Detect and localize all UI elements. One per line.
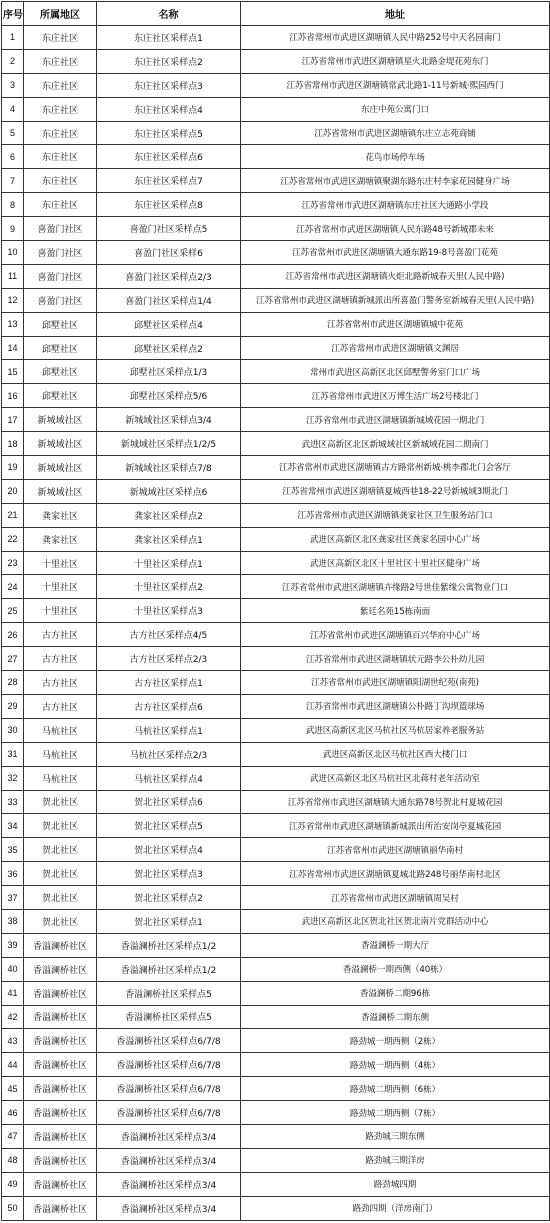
cell-area: 香溢澜桥社区 — [24, 981, 97, 1005]
cell-address: 路劲城三期洋房 — [241, 1148, 550, 1172]
cell-name: 邱墅社区采样点1/3 — [97, 360, 241, 384]
cell-index: 20 — [2, 479, 24, 503]
table-row — [2, 599, 550, 623]
cell-address: 江苏省常州市武进区湖塘镇夏城北路248号丽华南村北区 — [241, 862, 550, 886]
table-row — [2, 336, 550, 360]
header-name: 名称 — [97, 2, 241, 26]
cell-name: 新城域社区采样点6 — [97, 479, 241, 503]
cell-index: 50 — [2, 1196, 24, 1220]
cell-address: 江苏省常州市武进区湖塘镇大通东路19-8号喜盈门花苑 — [241, 241, 550, 265]
table-row — [2, 718, 550, 742]
cell-address: 武进区高新区北区贺北社区贺北南片党群活动中心 — [241, 909, 550, 933]
cell-area: 东庄社区 — [24, 169, 97, 193]
cell-area: 新城域社区 — [24, 479, 97, 503]
cell-area: 邱墅社区 — [24, 312, 97, 336]
cell-address: 武进区高新区北区马杭社区北蒋村老年活动室 — [241, 766, 550, 790]
cell-name: 东庄社区采样点7 — [97, 169, 241, 193]
cell-name: 古方社区采样点2/3 — [97, 647, 241, 671]
cell-index: 10 — [2, 241, 24, 265]
cell-address: 江苏省常州市武进区湖塘镇大通东路78号贺北村夏城花园 — [241, 790, 550, 814]
cell-name: 喜盈门社区采样点2/3 — [97, 264, 241, 288]
cell-address: 江苏省常州市武进区湖塘镇东庄立志苑商铺 — [241, 121, 550, 145]
cell-name: 东庄社区采样点6 — [97, 145, 241, 169]
cell-address: 江苏省常州市武进区湖塘镇周吴村 — [241, 886, 550, 910]
cell-name: 贺北社区采样点5 — [97, 814, 241, 838]
cell-area: 马杭社区 — [24, 742, 97, 766]
cell-area: 香溢澜桥社区 — [24, 1005, 97, 1029]
cell-area: 古方社区 — [24, 623, 97, 647]
cell-area: 贺北社区 — [24, 838, 97, 862]
cell-address: 江苏省常州市武进区湖塘镇新城域花园一期北门 — [241, 408, 550, 432]
cell-name: 东庄社区采样点5 — [97, 121, 241, 145]
cell-area: 东庄社区 — [24, 73, 97, 97]
cell-index: 18 — [2, 432, 24, 456]
cell-index: 42 — [2, 1005, 24, 1029]
cell-name: 香溢澜桥社区采样点5 — [97, 1005, 241, 1029]
cell-area: 东庄社区 — [24, 121, 97, 145]
cell-address: 武进区高新区北区龚家社区龚家名园中心广场 — [241, 527, 550, 551]
cell-name: 贺北社区采样点6 — [97, 790, 241, 814]
table-row — [2, 1124, 550, 1148]
cell-index: 37 — [2, 886, 24, 910]
cell-index: 40 — [2, 957, 24, 981]
table-row — [2, 384, 550, 408]
table-row — [2, 957, 550, 981]
table-row — [2, 432, 550, 456]
table-row — [2, 145, 550, 169]
cell-area: 香溢澜桥社区 — [24, 1196, 97, 1220]
cell-address: 路劲四期（洋房南门） — [241, 1196, 550, 1220]
table-row — [2, 97, 550, 121]
cell-area: 香溢澜桥社区 — [24, 1172, 97, 1196]
cell-address: 江苏省常州市武进区湖塘镇阳湖世纪苑(南苑) — [241, 671, 550, 695]
cell-area: 十里社区 — [24, 551, 97, 575]
cell-address: 江苏省常州市武进区湖塘镇人民东路48号新城郡未来 — [241, 217, 550, 241]
table-row — [2, 360, 550, 384]
table-row — [2, 26, 550, 50]
cell-address: 江苏省常州市武进区湖塘镇火炬北路新城春天里(人民中路) — [241, 264, 550, 288]
cell-name: 新城域社区采样点1/2/5 — [97, 432, 241, 456]
cell-area: 十里社区 — [24, 575, 97, 599]
table-row — [2, 217, 550, 241]
cell-name: 古方社区采样点4/5 — [97, 623, 241, 647]
cell-address: 江苏省常州市武进区湖塘镇人民中路252号中天名园南门 — [241, 26, 550, 50]
table-row — [2, 933, 550, 957]
table-row — [2, 694, 550, 718]
cell-name: 贺北社区采样点1 — [97, 909, 241, 933]
cell-index: 36 — [2, 862, 24, 886]
cell-area: 新城域社区 — [24, 432, 97, 456]
cell-name: 邱墅社区采样点5/6 — [97, 384, 241, 408]
table-row — [2, 169, 550, 193]
cell-area: 香溢澜桥社区 — [24, 1053, 97, 1077]
cell-name: 邱墅社区采样点4 — [97, 312, 241, 336]
cell-area: 东庄社区 — [24, 97, 97, 121]
cell-name: 贺北社区采样点4 — [97, 838, 241, 862]
cell-name: 东庄社区采样点4 — [97, 97, 241, 121]
cell-name: 东庄社区采样点1 — [97, 26, 241, 50]
cell-area: 邱墅社区 — [24, 384, 97, 408]
cell-address: 江苏省常州市武进区湖塘镇聚湖东路东庄村李家花园健身广场 — [241, 169, 550, 193]
cell-address: 江苏省常州市武进区湖塘镇夏城西巷18-22号新城域3期北门 — [241, 479, 550, 503]
cell-index: 43 — [2, 1029, 24, 1053]
cell-address: 江苏省常州市武进区湖塘镇星火北路金堤花苑东门 — [241, 49, 550, 73]
cell-index: 9 — [2, 217, 24, 241]
cell-area: 喜盈门社区 — [24, 241, 97, 265]
cell-name: 香溢澜桥社区采样点3/4 — [97, 1124, 241, 1148]
cell-address: 东庄中苑公寓门口 — [241, 97, 550, 121]
cell-address: 香溢澜桥一期大厅 — [241, 933, 550, 957]
cell-index: 44 — [2, 1053, 24, 1077]
cell-name: 古方社区采样点1 — [97, 671, 241, 695]
cell-address: 江苏省常州市武进区湖塘镇文渊居 — [241, 336, 550, 360]
cell-name: 香溢澜桥社区采样点6/7/8 — [97, 1077, 241, 1101]
cell-index: 23 — [2, 551, 24, 575]
cell-area: 喜盈门社区 — [24, 264, 97, 288]
cell-address: 香溢澜桥二期96栋 — [241, 981, 550, 1005]
cell-index: 2 — [2, 49, 24, 73]
cell-area: 贺北社区 — [24, 862, 97, 886]
table-row — [2, 288, 550, 312]
cell-name: 香溢澜桥社区采样点6/7/8 — [97, 1053, 241, 1077]
cell-name: 马杭社区采样点4 — [97, 766, 241, 790]
cell-address: 江苏省常州市武进区湖塘镇龚家社区卫生服务站门口 — [241, 503, 550, 527]
cell-index: 39 — [2, 933, 24, 957]
cell-address: 花鸟市场停车场 — [241, 145, 550, 169]
table-row — [2, 1101, 550, 1125]
cell-area: 东庄社区 — [24, 145, 97, 169]
cell-area: 香溢澜桥社区 — [24, 933, 97, 957]
cell-index: 7 — [2, 169, 24, 193]
cell-area: 贺北社区 — [24, 886, 97, 910]
cell-index: 4 — [2, 97, 24, 121]
cell-address: 路劲城一期西侧（2栋） — [241, 1029, 550, 1053]
cell-index: 8 — [2, 193, 24, 217]
cell-name: 东庄社区采样点2 — [97, 49, 241, 73]
cell-area: 新城域社区 — [24, 456, 97, 480]
cell-area: 古方社区 — [24, 647, 97, 671]
cell-name: 邱墅社区采样点2 — [97, 336, 241, 360]
cell-index: 14 — [2, 336, 24, 360]
cell-address: 路劲城三期东侧 — [241, 1124, 550, 1148]
table-row — [2, 790, 550, 814]
cell-area: 邱墅社区 — [24, 336, 97, 360]
cell-area: 马杭社区 — [24, 718, 97, 742]
header-address: 地址 — [241, 2, 550, 26]
cell-area: 邱墅社区 — [24, 360, 97, 384]
cell-name: 香溢澜桥社区采样点3/4 — [97, 1196, 241, 1220]
cell-index: 47 — [2, 1124, 24, 1148]
cell-index: 45 — [2, 1077, 24, 1101]
cell-area: 喜盈门社区 — [24, 288, 97, 312]
table-row — [2, 527, 550, 551]
cell-area: 贺北社区 — [24, 909, 97, 933]
cell-area: 东庄社区 — [24, 193, 97, 217]
cell-area: 喜盈门社区 — [24, 217, 97, 241]
cell-area: 十里社区 — [24, 599, 97, 623]
table-row — [2, 456, 550, 480]
cell-address: 路劲城一期西侧（4栋） — [241, 1053, 550, 1077]
table-row — [2, 981, 550, 1005]
cell-index: 21 — [2, 503, 24, 527]
cell-index: 13 — [2, 312, 24, 336]
cell-address: 路劲城四期 — [241, 1172, 550, 1196]
table-row — [2, 1148, 550, 1172]
header-index: 序号 — [2, 2, 24, 26]
cell-index: 16 — [2, 384, 24, 408]
table-row — [2, 193, 550, 217]
sampling-points-table — [1, 1, 550, 1221]
cell-address: 武进区高新区北区马杭社区西大楼门口 — [241, 742, 550, 766]
cell-name: 香溢澜桥社区采样点1/2 — [97, 933, 241, 957]
cell-name: 香溢澜桥社区采样点5 — [97, 981, 241, 1005]
table-row — [2, 623, 550, 647]
cell-name: 香溢澜桥社区采样点3/4 — [97, 1172, 241, 1196]
cell-index: 12 — [2, 288, 24, 312]
cell-name: 龚家社区采样点1 — [97, 527, 241, 551]
cell-name: 古方社区采样点6 — [97, 694, 241, 718]
cell-index: 15 — [2, 360, 24, 384]
cell-index: 33 — [2, 790, 24, 814]
cell-area: 香溢澜桥社区 — [24, 957, 97, 981]
cell-area: 贺北社区 — [24, 814, 97, 838]
cell-address: 路劲城二期西侧（7栋） — [241, 1101, 550, 1125]
cell-name: 香溢澜桥社区采样点6/7/8 — [97, 1029, 241, 1053]
table-row — [2, 671, 550, 695]
cell-index: 30 — [2, 718, 24, 742]
cell-name: 马杭社区采样点1 — [97, 718, 241, 742]
cell-address: 江苏省常州市武进区湖塘镇东庄社区大通路小学段 — [241, 193, 550, 217]
cell-name: 东庄社区采样点8 — [97, 193, 241, 217]
cell-name: 喜盈门社区采样点5 — [97, 217, 241, 241]
cell-index: 35 — [2, 838, 24, 862]
cell-name: 贺北社区采样点3 — [97, 862, 241, 886]
cell-index: 22 — [2, 527, 24, 551]
table-row — [2, 264, 550, 288]
cell-area: 贺北社区 — [24, 790, 97, 814]
cell-index: 25 — [2, 599, 24, 623]
cell-area: 东庄社区 — [24, 49, 97, 73]
cell-address: 江苏省常州市武进区湖塘镇公朴路丁沟坝篮球场 — [241, 694, 550, 718]
table-row — [2, 1005, 550, 1029]
cell-index: 5 — [2, 121, 24, 145]
table-row — [2, 814, 550, 838]
cell-index: 32 — [2, 766, 24, 790]
cell-area: 古方社区 — [24, 694, 97, 718]
table-row — [2, 742, 550, 766]
table-row — [2, 766, 550, 790]
cell-area: 香溢澜桥社区 — [24, 1101, 97, 1125]
cell-index: 28 — [2, 671, 24, 695]
table-row — [2, 503, 550, 527]
cell-area: 龚家社区 — [24, 527, 97, 551]
cell-area: 古方社区 — [24, 671, 97, 695]
cell-area: 东庄社区 — [24, 26, 97, 50]
cell-index: 29 — [2, 694, 24, 718]
cell-address: 江苏省常州市武进区湖塘镇百兴华府中心广场 — [241, 623, 550, 647]
cell-address: 江苏省常州市武进区湖塘镇丽华南村 — [241, 838, 550, 862]
cell-name: 喜盈门社区采样6 — [97, 241, 241, 265]
cell-name: 龚家社区采样点2 — [97, 503, 241, 527]
cell-name: 喜盈门社区采样点1/4 — [97, 288, 241, 312]
cell-name: 东庄社区采样点3 — [97, 73, 241, 97]
cell-area: 新城域社区 — [24, 408, 97, 432]
table-row — [2, 49, 550, 73]
cell-area: 香溢澜桥社区 — [24, 1077, 97, 1101]
table-row — [2, 838, 550, 862]
cell-index: 1 — [2, 26, 24, 50]
cell-address: 香溢澜桥一期西侧（40栋） — [241, 957, 550, 981]
table-row — [2, 909, 550, 933]
cell-name: 新城域社区采样点3/4 — [97, 408, 241, 432]
table-body — [2, 26, 550, 1221]
cell-index: 38 — [2, 909, 24, 933]
table-row — [2, 241, 550, 265]
table-row — [2, 121, 550, 145]
table-row — [2, 1053, 550, 1077]
cell-index: 3 — [2, 73, 24, 97]
cell-address: 武进区高新区北区十里社区十里社区健身广场 — [241, 551, 550, 575]
cell-name: 香溢澜桥社区采样点6/7/8 — [97, 1101, 241, 1125]
cell-address: 武进区高新区北区马杭社区马杭居家养老服务站 — [241, 718, 550, 742]
table-row — [2, 312, 550, 336]
cell-index: 26 — [2, 623, 24, 647]
cell-index: 34 — [2, 814, 24, 838]
cell-index: 41 — [2, 981, 24, 1005]
table-row — [2, 1172, 550, 1196]
cell-name: 十里社区采样点1 — [97, 551, 241, 575]
cell-address: 江苏省常州市武进区万博生活广场2号楼北门 — [241, 384, 550, 408]
cell-index: 46 — [2, 1101, 24, 1125]
cell-address: 江苏省常州市武进区湖塘镇古方路常州新城·桃李郡北门会客厅 — [241, 456, 550, 480]
cell-name: 香溢澜桥社区采样点1/2 — [97, 957, 241, 981]
cell-name: 贺北社区采样点2 — [97, 886, 241, 910]
cell-area: 香溢澜桥社区 — [24, 1124, 97, 1148]
table-row — [2, 73, 550, 97]
cell-address: 武进区高新区北区新城域社区新城域花园二期南门 — [241, 432, 550, 456]
cell-index: 11 — [2, 264, 24, 288]
table-row — [2, 862, 550, 886]
table-header — [2, 2, 550, 26]
cell-index: 31 — [2, 742, 24, 766]
cell-name: 马杭社区采样点2/3 — [97, 742, 241, 766]
table-row — [2, 551, 550, 575]
table-row — [2, 886, 550, 910]
cell-index: 24 — [2, 575, 24, 599]
table-row — [2, 479, 550, 503]
table-row — [2, 1029, 550, 1053]
cell-index: 49 — [2, 1172, 24, 1196]
table-row — [2, 1077, 550, 1101]
header-row — [2, 2, 550, 26]
table-row — [2, 647, 550, 671]
cell-address: 江苏省常州市武进区湖塘镇新城派出所治安岗亭夏城花园 — [241, 814, 550, 838]
cell-address: 江苏省常州市武进区湖塘镇城中花苑 — [241, 312, 550, 336]
cell-address: 江苏省常州市武进区湖塘镇常武北路1-11号新城·熙园西门 — [241, 73, 550, 97]
cell-name: 香溢澜桥社区采样点3/4 — [97, 1148, 241, 1172]
cell-address: 江苏省常州市武进区湖塘镇状元路李公朴幼儿园 — [241, 647, 550, 671]
table-row — [2, 1196, 550, 1220]
header-area: 所属地区 — [24, 2, 97, 26]
cell-index: 17 — [2, 408, 24, 432]
cell-name: 新城域社区采样点7/8 — [97, 456, 241, 480]
cell-address: 江苏省常州市武进区湖塘镇新城派出所喜盈门警务室新城春天里(人民中路) — [241, 288, 550, 312]
cell-name: 十里社区采样点3 — [97, 599, 241, 623]
cell-address: 路劲城二期西侧（6栋） — [241, 1077, 550, 1101]
cell-index: 19 — [2, 456, 24, 480]
cell-name: 十里社区采样点2 — [97, 575, 241, 599]
cell-index: 6 — [2, 145, 24, 169]
table-row — [2, 408, 550, 432]
cell-address: 香溢澜桥二期东侧 — [241, 1005, 550, 1029]
cell-address: 常州市武进区高新区北区邱墅警务室门口广场 — [241, 360, 550, 384]
cell-area: 香溢澜桥社区 — [24, 1029, 97, 1053]
cell-address: 紫廷名苑15栋南面 — [241, 599, 550, 623]
cell-index: 27 — [2, 647, 24, 671]
cell-area: 马杭社区 — [24, 766, 97, 790]
cell-area: 香溢澜桥社区 — [24, 1148, 97, 1172]
table-row — [2, 575, 550, 599]
cell-address: 江苏省常州市武进区湖塘镇卉缘路2号世佳紫缘公寓物业门口 — [241, 575, 550, 599]
cell-area: 龚家社区 — [24, 503, 97, 527]
cell-index: 48 — [2, 1148, 24, 1172]
